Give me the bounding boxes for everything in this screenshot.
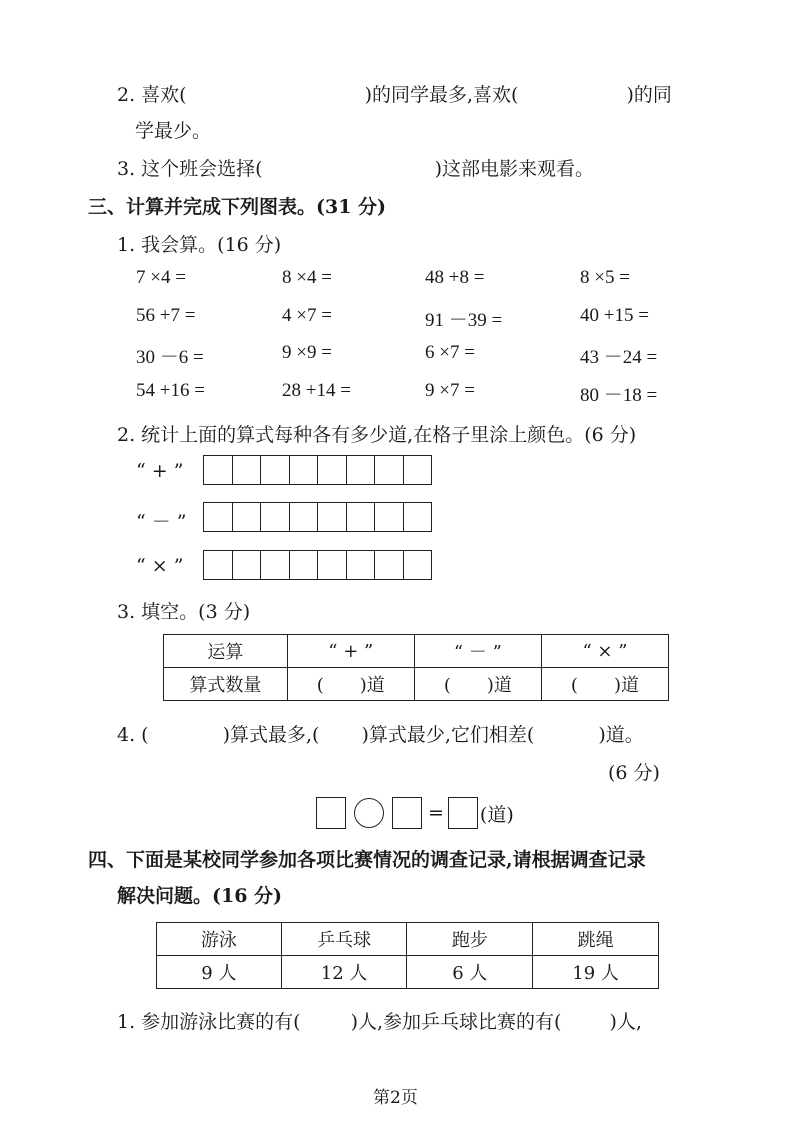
equation-box[interactable] xyxy=(316,797,346,829)
grid-cell[interactable] xyxy=(375,503,404,531)
table-header-cell: 运算 xyxy=(164,635,288,668)
question-4-score: (6 分) xyxy=(608,762,660,784)
coloring-grid-plus[interactable] xyxy=(203,455,432,485)
calculation-item: 40 +15 = xyxy=(580,305,649,326)
equals-sign: = xyxy=(428,802,444,824)
grid-cell[interactable] xyxy=(347,551,376,579)
grid-cell[interactable] xyxy=(375,456,404,484)
grid-cell[interactable] xyxy=(290,503,319,531)
question-2-line-1 xyxy=(117,80,672,107)
equation-row xyxy=(316,797,514,829)
calculation-item: 80 －18 = xyxy=(580,385,658,406)
grid-cell[interactable] xyxy=(204,456,233,484)
question-3-line xyxy=(117,154,594,181)
grid-cell[interactable] xyxy=(404,456,432,484)
question-4-text-a: 4. ( xyxy=(117,724,149,746)
survey-table xyxy=(156,922,659,989)
grid-cell[interactable] xyxy=(233,456,262,484)
section-3-sub-2: 2. 统计上面的算式每种各有多少道,在格子里涂上颜色。(6 分) xyxy=(117,424,637,446)
grid-cell[interactable] xyxy=(204,503,233,531)
section-3-title: 三、计算并完成下列图表。(31 分) xyxy=(88,196,387,218)
grid-cell[interactable] xyxy=(404,551,432,579)
section-3-sub-3: 3. 填空。(3 分) xyxy=(117,601,251,623)
equation-result-box[interactable] xyxy=(448,797,478,829)
question-3-text-b: )这部电影来观看。 xyxy=(434,158,595,180)
calculation-item: 54 +16 = xyxy=(136,380,205,401)
grid-label-minus: “ － ” xyxy=(136,511,187,533)
question-4-line xyxy=(117,720,644,747)
table-value-cell: 12 人 xyxy=(281,956,407,989)
table-header-cell: 跑步 xyxy=(407,923,533,956)
section-4-title-line-1: 四、下面是某校同学参加各项比赛情况的调查记录,请根据调查记录 xyxy=(88,849,646,871)
grid-cell[interactable] xyxy=(318,503,347,531)
equation-unit: (道) xyxy=(479,803,514,826)
calculation-item: 6 ×7 = xyxy=(425,342,475,363)
coloring-grid-minus[interactable] xyxy=(203,502,432,532)
grid-cell[interactable] xyxy=(347,456,376,484)
table-row-label: 算式数量 xyxy=(164,668,288,701)
table-header-cell: “ － ” xyxy=(414,635,541,668)
grid-label-plus: “ + ” xyxy=(136,460,184,482)
fill-in-table xyxy=(163,634,669,701)
question-4-text-c: )算式最少,它们相差( xyxy=(361,724,535,746)
coloring-grid-times[interactable] xyxy=(203,550,432,580)
grid-cell[interactable] xyxy=(233,551,262,579)
grid-cell[interactable] xyxy=(318,456,347,484)
table-value-cell: 19 人 xyxy=(533,956,659,989)
grid-cell[interactable] xyxy=(290,456,319,484)
table-answer-cell[interactable]: ( )道 xyxy=(541,668,668,701)
grid-cell[interactable] xyxy=(290,551,319,579)
grid-label-times: “ × ” xyxy=(136,555,184,577)
calculation-item: 8 ×4 = xyxy=(282,267,332,288)
question-2-text-a: 2. 喜欢( xyxy=(117,84,187,106)
grid-cell[interactable] xyxy=(318,551,347,579)
table-value-cell: 9 人 xyxy=(157,956,282,989)
question-3-text-a: 3. 这个班会选择( xyxy=(117,158,263,180)
question-4-text-d: )道。 xyxy=(598,724,644,746)
equation-box[interactable] xyxy=(392,797,422,829)
calculation-item: 7 ×4 = xyxy=(136,267,186,288)
question-2-text-b: )的同学最多,喜欢( xyxy=(364,84,519,106)
table-header-cell: “ + ” xyxy=(287,635,414,668)
operator-circle[interactable] xyxy=(354,798,384,828)
grid-cell[interactable] xyxy=(204,551,233,579)
calculation-item: 30 －6 = xyxy=(136,347,204,368)
grid-cell[interactable] xyxy=(261,456,290,484)
table-answer-cell[interactable]: ( )道 xyxy=(287,668,414,701)
calculation-item: 56 +7 = xyxy=(136,305,196,326)
calculation-item: 8 ×5 = xyxy=(580,267,630,288)
section-3-sub-1: 1. 我会算。(16 分) xyxy=(117,234,282,256)
grid-cell[interactable] xyxy=(233,503,262,531)
question-2-line-2: 学最少。 xyxy=(135,120,212,142)
calculation-item: 91 －39 = xyxy=(425,310,503,331)
table-answer-cell[interactable]: ( )道 xyxy=(414,668,541,701)
page-number: 第2页 xyxy=(373,1088,418,1108)
section-4-question-1 xyxy=(117,1007,642,1034)
table-header-cell: “ × ” xyxy=(541,635,668,668)
table-header-cell: 乒乓球 xyxy=(281,923,407,956)
grid-cell[interactable] xyxy=(404,503,432,531)
table-header-cell: 游泳 xyxy=(157,923,282,956)
grid-cell[interactable] xyxy=(375,551,404,579)
grid-cell[interactable] xyxy=(261,551,290,579)
calculation-item: 9 ×9 = xyxy=(282,342,332,363)
calculation-item: 43 －24 = xyxy=(580,347,658,368)
grid-cell[interactable] xyxy=(347,503,376,531)
table-value-cell: 6 人 xyxy=(407,956,533,989)
calculation-item: 4 ×7 = xyxy=(282,305,332,326)
section-4-q1-text-c: )人, xyxy=(609,1011,642,1033)
question-2-text-c: )的同 xyxy=(626,84,672,106)
calculation-item: 9 ×7 = xyxy=(425,380,475,401)
calculation-item: 48 +8 = xyxy=(425,267,485,288)
section-4-q1-text-a: 1. 参加游泳比赛的有( xyxy=(117,1011,301,1033)
section-4-title-line-2: 解决问题。(16 分) xyxy=(117,885,283,907)
question-4-text-b: )算式最多,( xyxy=(222,724,320,746)
table-header-cell: 跳绳 xyxy=(533,923,659,956)
section-4-q1-text-b: )人,参加乒乓球比赛的有( xyxy=(350,1011,562,1033)
grid-cell[interactable] xyxy=(261,503,290,531)
calculation-item: 28 +14 = xyxy=(282,380,351,401)
